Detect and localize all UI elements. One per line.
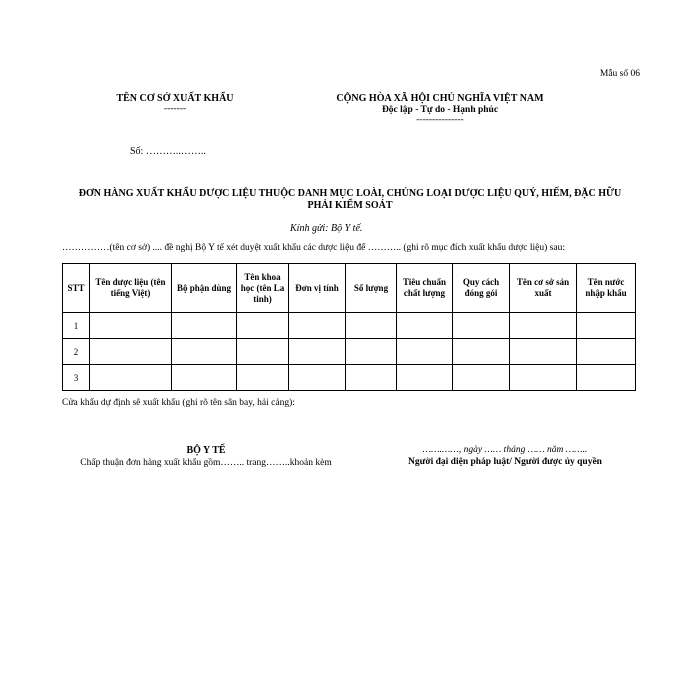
table-cell [237, 339, 289, 365]
header-part-used: Bộ phận dùng [172, 264, 237, 313]
table-row [63, 313, 636, 339]
table-cell [289, 365, 346, 391]
nation-motto: Độc lập - Tự do - Hạnh phúc [381, 105, 499, 115]
table-cell [510, 339, 577, 365]
form-number: Mẫu số 06 [599, 69, 640, 79]
table-cell [346, 365, 397, 391]
row-number: 3 [63, 365, 90, 391]
table-cell [172, 313, 237, 339]
ministry-title: BỘ Y TẾ [186, 445, 226, 456]
header-stt: STT [63, 264, 90, 313]
table-cell [510, 313, 577, 339]
header-packaging: Quy cách đóng gói [453, 264, 510, 313]
table-cell [237, 365, 289, 391]
header-import-country: Tên nước nhập khẩu [577, 264, 636, 313]
table-cell [346, 313, 397, 339]
table-cell [90, 365, 172, 391]
request-text: ……………(tên cơ sở) .... đề nghị Bộ Y tế xét duyệt xuất khẩu các dược liệu để ……….. (ghi rõ mục đích xuất khẩu dược liệu) sau: [62, 243, 565, 253]
table-cell [172, 339, 237, 365]
table-cell [453, 365, 510, 391]
border-gate-text: Cửa khẩu dự định sẽ xuất khẩu (ghi rõ tên sân bay, hải cảng): [62, 398, 295, 408]
table-cell [577, 313, 636, 339]
table-cell [510, 365, 577, 391]
doc-number: Số: ………..…….. [130, 146, 206, 157]
header-quantity: Số lượng [346, 264, 397, 313]
table-cell [397, 339, 453, 365]
row-number: 1 [63, 313, 90, 339]
nation-underline: --------------- [416, 115, 464, 125]
nation-header [320, 93, 560, 125]
table-cell [237, 313, 289, 339]
page-title: ĐƠN HÀNG XUẤT KHẨU DƯỢC LIỆU THUỘC DANH MỤC LOÀI, CHỦNG LOẠI DƯỢC LIỆU QUÝ, HIẾM, ĐẶC HỮU PHẢI KIỂM SOÁT [78, 188, 622, 211]
table-cell [453, 339, 510, 365]
table-row [63, 365, 636, 391]
header-quality-standard: Tiêu chuẩn chất lượng [397, 264, 453, 313]
header-manufacturer: Tên cơ sở sản xuất [510, 264, 577, 313]
header-scientific-name: Tên khoa học (tên La tinh) [237, 264, 289, 313]
items-table [62, 263, 636, 391]
signature-block [370, 445, 640, 467]
table-cell [172, 365, 237, 391]
table-row [63, 339, 636, 365]
table-cell [90, 339, 172, 365]
table-cell [397, 365, 453, 391]
table-cell [453, 313, 510, 339]
ministry-approval: Chấp thuận đơn hàng xuất khẩu gồm…….. trang……..khoản kèm [80, 458, 332, 468]
table-cell [397, 313, 453, 339]
nation-name: CỘNG HÒA XÃ HỘI CHỦ NGHĨA VIỆT NAM [336, 93, 544, 104]
salutation: Kính gửi: Bộ Y tế. [290, 223, 363, 234]
signature-date: …….……, ngày …… tháng …… năm …….. [422, 445, 588, 455]
table-cell [289, 339, 346, 365]
table-cell [577, 339, 636, 365]
header-unit: Đơn vị tính [289, 264, 346, 313]
signature-signer: Người đại diện pháp luật/ Người được ủy quyền [408, 457, 602, 467]
table-cell [90, 313, 172, 339]
header-herb-name: Tên dược liệu (tên tiếng Việt) [90, 264, 172, 313]
exporter-label: TÊN CƠ SỞ XUẤT KHẨU [116, 93, 234, 104]
exporter-underline: ------- [163, 104, 187, 114]
table-header-row [63, 264, 636, 313]
table-cell [577, 365, 636, 391]
table-cell [289, 313, 346, 339]
table-cell [346, 339, 397, 365]
exporter-header [70, 93, 280, 114]
ministry-block [66, 445, 346, 468]
row-number: 2 [63, 339, 90, 365]
